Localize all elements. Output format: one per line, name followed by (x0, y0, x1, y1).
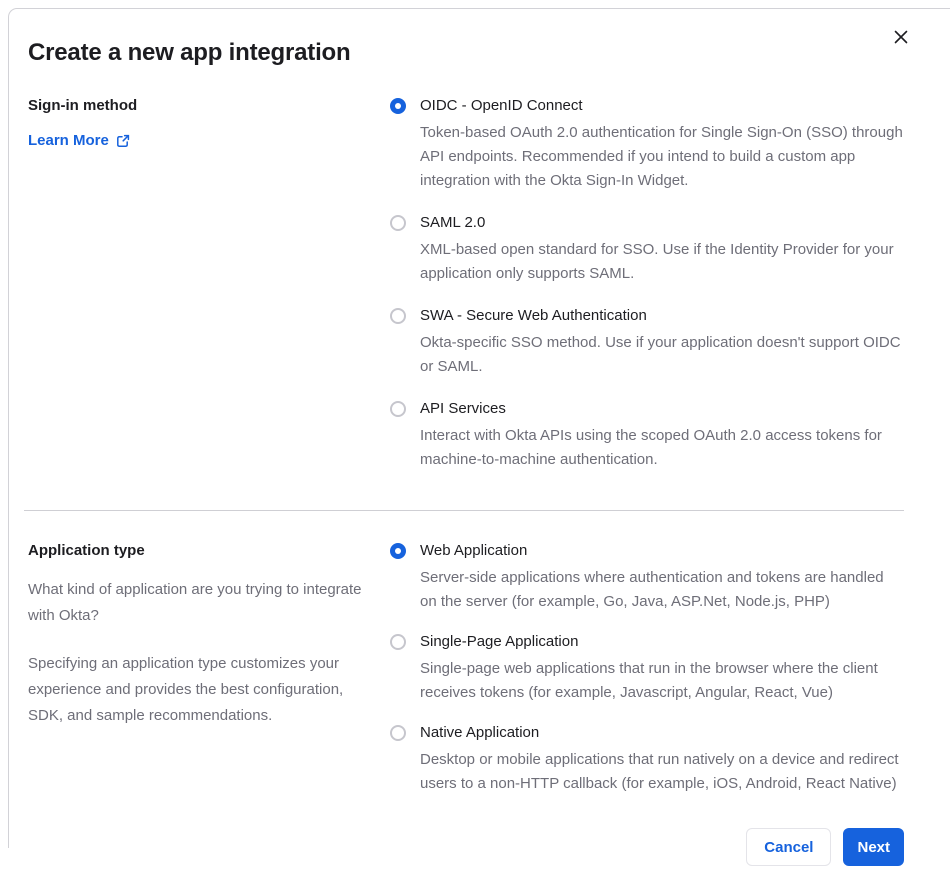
next-button[interactable]: Next (843, 828, 904, 866)
radio-option-saml[interactable] (390, 213, 904, 286)
external-link-icon (116, 134, 130, 148)
radio-description: Interact with Okta APIs using the scoped OAuth 2.0 access tokens for machine-to-machine authentication. (420, 427, 882, 468)
radio-option-single-page-application[interactable] (390, 632, 904, 705)
dialog-content (9, 9, 927, 891)
signin-method-section (28, 96, 904, 472)
radio-label: API Services (420, 400, 506, 417)
application-type-heading: Application type (28, 542, 145, 559)
signin-method-options (390, 96, 904, 472)
radio-button-swa[interactable] (390, 308, 406, 324)
radio-label: OIDC - OpenID Connect (420, 97, 583, 114)
signin-method-heading: Sign-in method (28, 97, 138, 114)
radio-description: XML-based open standard for SSO. Use if the Identity Provider for your application only supports SAML. (420, 241, 894, 282)
create-app-integration-dialog (8, 8, 950, 856)
cancel-button[interactable]: Cancel (746, 828, 831, 866)
radio-button-web-application[interactable] (390, 543, 406, 559)
dialog-footer (28, 828, 904, 891)
page-title: Create a new app integration (28, 39, 351, 66)
application-type-explainer: Specifying an application type customizes your experience and provides the best configuration, SDK, and sample recommendations. (28, 655, 344, 724)
radio-option-web-application[interactable] (390, 541, 904, 614)
radio-option-api-services[interactable] (390, 399, 904, 472)
radio-description: Desktop or mobile applications that run natively on a device and redirect users to a non-HTTP callback (for example, iOS, Android, React Native) (420, 751, 899, 792)
radio-description: Single-page web applications that run in the browser where the client receives tokens (for example, Javascript, Angular, React, Vue) (420, 660, 878, 701)
radio-button-oidc[interactable] (390, 98, 406, 114)
learn-more-link[interactable] (28, 132, 130, 149)
section-divider (24, 510, 904, 511)
radio-description: Server-side applications where authentication and tokens are handled on the server (for example, Go, Java, ASP.Net, Node.js, PHP) (420, 569, 884, 610)
radio-option-native-application[interactable] (390, 723, 904, 796)
learn-more-label: Learn More (28, 132, 109, 149)
radio-button-native-application[interactable] (390, 725, 406, 741)
radio-label: Single-Page Application (420, 633, 579, 650)
signin-method-left-column (28, 96, 390, 472)
radio-label: Native Application (420, 724, 540, 741)
radio-label: Web Application (420, 542, 528, 559)
application-type-section (28, 541, 904, 796)
radio-button-api-services[interactable] (390, 401, 406, 417)
radio-label: SAML 2.0 (420, 214, 486, 231)
radio-button-saml[interactable] (390, 215, 406, 231)
radio-button-single-page-application[interactable] (390, 634, 406, 650)
radio-description: Okta-specific SSO method. Use if your application doesn't support OIDC or SAML. (420, 334, 901, 375)
application-type-left-column (28, 541, 390, 796)
radio-label: SWA - Secure Web Authentication (420, 307, 647, 324)
application-type-question: What kind of application are you trying to integrate with Okta? (28, 581, 362, 624)
application-type-options (390, 541, 904, 796)
radio-option-swa[interactable] (390, 306, 904, 379)
radio-option-oidc[interactable] (390, 96, 904, 193)
radio-description: Token-based OAuth 2.0 authentication for Single Sign-On (SSO) through API endpoints. Recommended if you intend to build a custom app integration with the Okta Sign-In Widget. (420, 124, 903, 189)
